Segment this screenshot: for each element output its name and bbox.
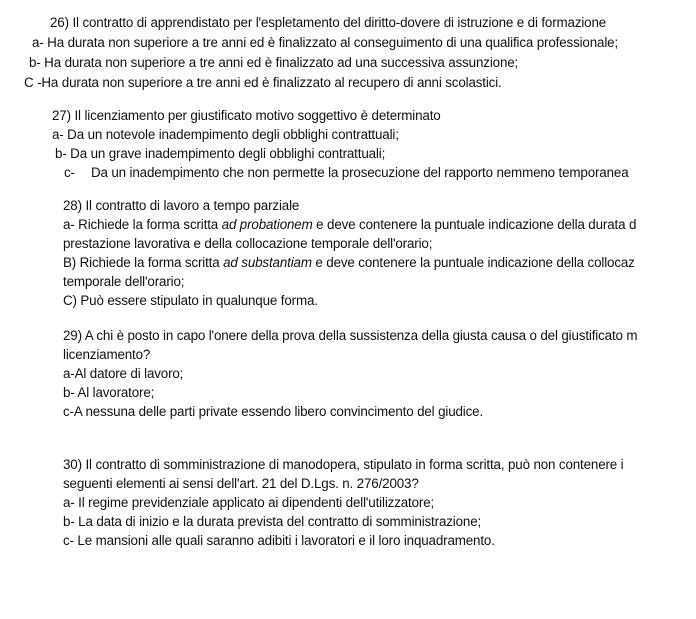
- q26-option-b: b- Ha durata non superiore a tre anni ed è finalizzato ad una successiva assunzione;: [29, 55, 519, 70]
- q28-option-b-pre: B) Richiede la forma scritta: [63, 255, 224, 270]
- q26-option-c: C -Ha durata non superiore a tre anni ed è finalizzato al recupero di anni scolastici.: [24, 75, 502, 90]
- q29-option-b: b- Al lavoratore;: [63, 385, 155, 400]
- q28-option-b-latin: ad substantiam: [223, 255, 312, 270]
- q30-question: 30) Il contratto di somministrazione di manodopera, stipulato in forma scritta, può non contenere i: [63, 457, 624, 472]
- q27-option-b: b- Da un grave inadempimento degli obblighi contrattuali;: [55, 146, 386, 161]
- q28-option-c: C) Può essere stipulato in qualunque forma.: [63, 293, 318, 308]
- q30-question-continued: seguenti elementi ai sensi dell'art. 21 del D.Lgs. n. 276/2003?: [63, 476, 419, 491]
- q28-option-b: [63, 254, 635, 272]
- q28-option-b-post: e deve contenere la puntuale indicazione della collocaz: [311, 255, 635, 270]
- q27-option-c: [64, 164, 629, 182]
- q26-question: 26) Il contratto di apprendistato per l'espletamento del diritto-dovere di istruzione e di formazione: [50, 15, 607, 30]
- q28-option-a-continued: prestazione lavorativa e della collocazione temporale dell'orario;: [63, 236, 433, 251]
- q26-option-a: a- Ha durata non superiore a tre anni ed è finalizzato al conseguimento di una qualifica professionale;: [32, 35, 619, 50]
- q30-option-a: a- Il regime previdenziale applicato ai dipendenti dell'utilizzatore;: [63, 495, 435, 510]
- q28-option-a-pre: a- Richiede la forma scritta: [63, 217, 222, 232]
- q28-option-b-continued: temporale dell'orario;: [63, 274, 185, 289]
- q28-option-a-latin: ad probationem: [221, 217, 313, 232]
- q29-option-c: c-A nessuna delle parti private essendo libero convincimento del giudice.: [63, 404, 484, 419]
- q28-option-a: [63, 216, 636, 234]
- q29-question: 29) A chi è posto in capo l'onere della prova della sussistenza della giusta causa o del giustificato m: [63, 328, 638, 343]
- q27-option-a: a- Da un notevole inadempimento degli obblighi contrattuali;: [52, 127, 399, 142]
- q27-option-c-text: Da un inadempimento che non permette la prosecuzione del rapporto nemmeno temporanea: [91, 165, 629, 180]
- q30-option-b: b- La data di inizio e la durata prevista del contratto di somministrazione;: [63, 514, 482, 529]
- q28-option-a-post: e deve contenere la puntuale indicazione della durata d: [312, 217, 637, 232]
- q30-option-c: c- Le mansioni alle quali saranno adibiti i lavoratori e il loro inquadramento.: [63, 533, 495, 548]
- q27-question: 27) Il licenziamento per giustificato motivo soggettivo è determinato: [52, 108, 441, 123]
- q29-question-continued: licenziamento?: [63, 347, 151, 362]
- q29-option-a: a-Al datore di lavoro;: [63, 366, 184, 381]
- q27-option-c-marker: c-: [64, 165, 75, 180]
- q28-question: 28) Il contratto di lavoro a tempo parziale: [63, 198, 300, 213]
